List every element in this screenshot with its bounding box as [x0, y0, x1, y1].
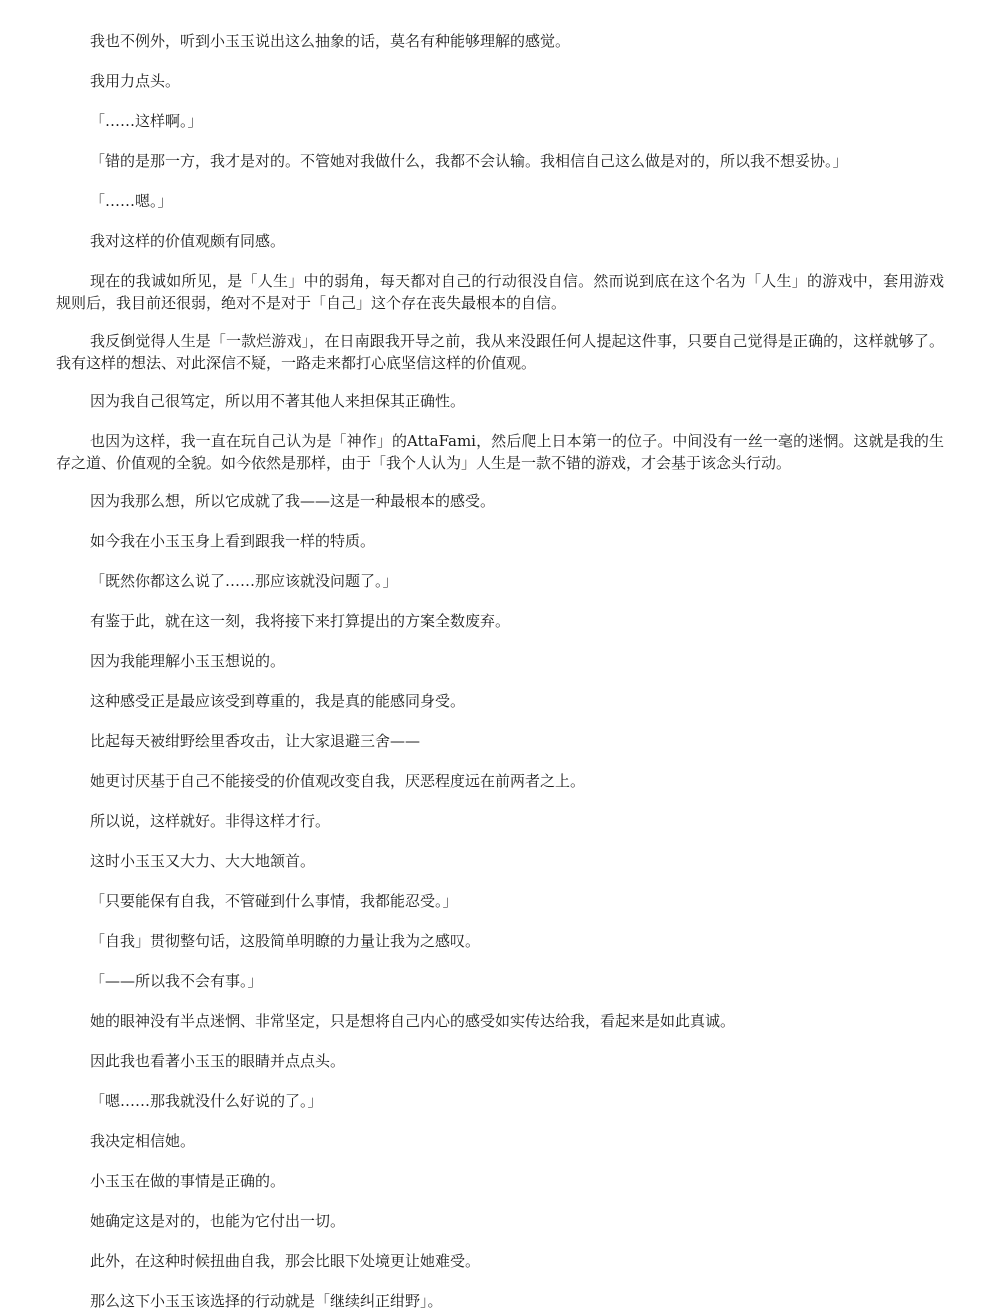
paragraph-10: 也因为这样，我一直在玩自己认为是「神作」的AttaFami，然后爬上日本第一的位子。中间没有一丝一毫的迷惘。这就是我的生存之道、价值观的全貌。如今依然是那样，由于「我个人认为」人生是一款不错的游戏，才会基于该念头行动。 — [56, 432, 944, 472]
paragraph-13: 「既然你都这么说了……那应该就没问题了。」 — [90, 572, 398, 590]
paragraph-8: 我反倒觉得人生是「一款烂游戏」，在日南跟我开导之前，我从来没跟任何人提起这件事，只要自己觉得是正确的，这样就够了。我有这样的想法、对此深信不疑，一路走来都打心底坚信这样的价值观。 — [56, 332, 944, 372]
paragraph-12: 如今我在小玉玉身上看到跟我一样的特质。 — [90, 532, 376, 550]
paragraph-18: 她更讨厌基于自己不能接受的价值观改变自我，厌恶程度远在前两者之上。 — [90, 772, 586, 790]
paragraph-2: 我用力点头。 — [90, 72, 181, 90]
paragraph-24: 她的眼神没有半点迷惘、非常坚定，只是想将自己内心的感受如实传达给我，看起来是如此真诚。 — [90, 1012, 736, 1030]
paragraph-11: 因为我那么想，所以它成就了我——这是一种最根本的感受。 — [90, 492, 496, 510]
paragraph-23: 「——所以我不会有事。」 — [90, 972, 263, 990]
paragraph-7: 现在的我诚如所见，是「人生」中的弱角，每天都对自己的行动很没自信。然而说到底在这个名为「人生」的游戏中，套用游戏规则后，我目前还很弱，绝对不是对于「自己」这个存在丧失最根本的自信。 — [56, 272, 944, 312]
paragraph-30: 此外，在这种时候扭曲自我，那会比眼下处境更让她难受。 — [90, 1252, 481, 1270]
paragraph-15: 因为我能理解小玉玉想说的。 — [90, 652, 286, 670]
paragraph-26: 「嗯……那我就没什么好说的了。」 — [90, 1092, 323, 1110]
paragraph-1: 我也不例外，听到小玉玉说出这么抽象的话，莫名有种能够理解的感觉。 — [90, 32, 571, 50]
paragraph-29: 她确定这是对的，也能为它付出一切。 — [90, 1212, 346, 1230]
paragraph-17: 比起每天被绀野绘里香攻击，让大家退避三舍—— — [90, 732, 421, 750]
paragraph-31: 那么这下小玉玉该选择的行动就是「继续纠正绀野」。 — [90, 1292, 443, 1310]
paragraph-21: 「只要能保有自我，不管碰到什么事情，我都能忍受。」 — [90, 892, 458, 910]
paragraph-19: 所以说，这样就好。非得这样才行。 — [90, 812, 331, 830]
paragraph-5: 「……嗯。」 — [90, 192, 173, 210]
paragraph-9: 因为我自己很笃定，所以用不著其他人来担保其正确性。 — [90, 392, 466, 410]
paragraph-27: 我决定相信她。 — [90, 1132, 196, 1150]
paragraph-25: 因此我也看著小玉玉的眼睛并点点头。 — [90, 1052, 346, 1070]
paragraph-16: 这种感受正是最应该受到尊重的，我是真的能感同身受。 — [90, 692, 466, 710]
paragraph-4: 「错的是那一方，我才是对的。不管她对我做什么，我都不会认输。我相信自己这么做是对的，所以我不想妥协。」 — [90, 152, 848, 170]
paragraph-6: 我对这样的价值观颇有同感。 — [90, 232, 286, 250]
paragraph-22: 「自我」贯彻整句话，这股简单明瞭的力量让我为之感叹。 — [90, 932, 481, 950]
paragraph-20: 这时小玉玉又大力、大大地颔首。 — [90, 852, 316, 870]
paragraph-28: 小玉玉在做的事情是正确的。 — [90, 1172, 286, 1190]
paragraph-3: 「……这样啊。」 — [90, 112, 203, 130]
paragraph-14: 有鉴于此，就在这一刻，我将接下来打算提出的方案全数废弃。 — [90, 612, 511, 630]
